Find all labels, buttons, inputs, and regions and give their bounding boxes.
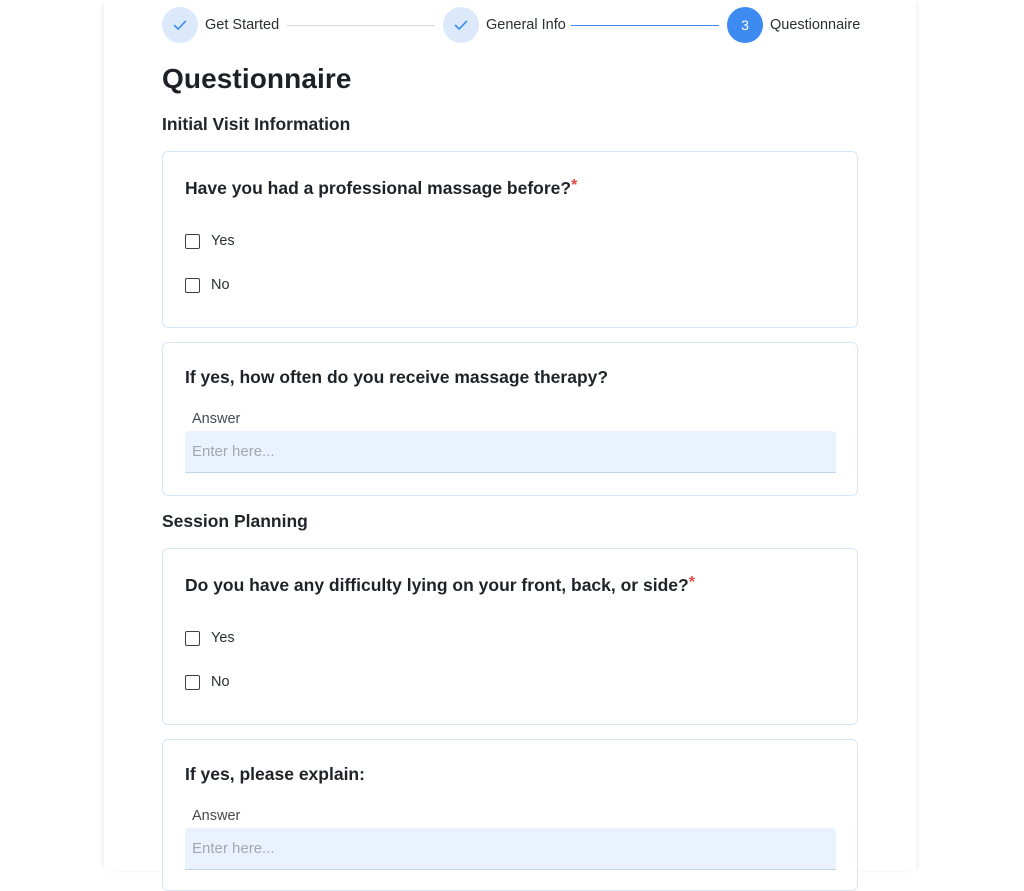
page-title: Questionnaire [162,63,352,94]
option-label: Yes [211,630,235,646]
step-label: Questionnaire [770,17,861,33]
checkbox[interactable] [185,675,200,690]
required-marker: * [571,177,578,194]
checkbox[interactable] [185,278,200,293]
question-card [162,151,858,328]
question-text: If yes, how often do you receive massage therapy? [185,367,609,387]
question-card [162,739,858,891]
progress-stepper [162,7,859,43]
question-card [162,342,858,496]
step-get-started[interactable] [162,7,279,43]
step-connector-active [571,25,719,27]
option-yes[interactable] [185,630,235,646]
step-connector [287,25,435,26]
step-questionnaire[interactable] [727,7,860,43]
question-text: Do you have any difficulty lying on your front, back, or side?* [185,574,695,595]
section-title: Initial Visit Information [162,114,351,134]
required-marker: * [688,574,695,591]
step-number-badge: 3 [727,7,763,43]
checkbox[interactable] [185,631,200,646]
answer-label: Answer [192,411,241,427]
option-label: No [211,277,230,293]
check-icon [443,7,479,43]
answer-input[interactable] [185,431,836,473]
step-label: Get Started [205,17,280,33]
option-no[interactable] [185,277,230,293]
check-icon [162,7,198,43]
step-label: General Info [486,17,566,33]
option-label: Yes [211,233,235,249]
section-title: Session Planning [162,511,308,531]
step-general-info[interactable] [443,7,566,43]
question-card [162,548,858,725]
answer-label: Answer [192,808,241,824]
option-no[interactable] [185,674,230,690]
option-label: No [211,674,230,690]
question-text: If yes, please explain: [185,764,365,784]
answer-input[interactable] [185,828,836,870]
question-text: Have you had a professional massage before?* [185,177,578,198]
option-yes[interactable] [185,233,235,249]
checkbox[interactable] [185,234,200,249]
